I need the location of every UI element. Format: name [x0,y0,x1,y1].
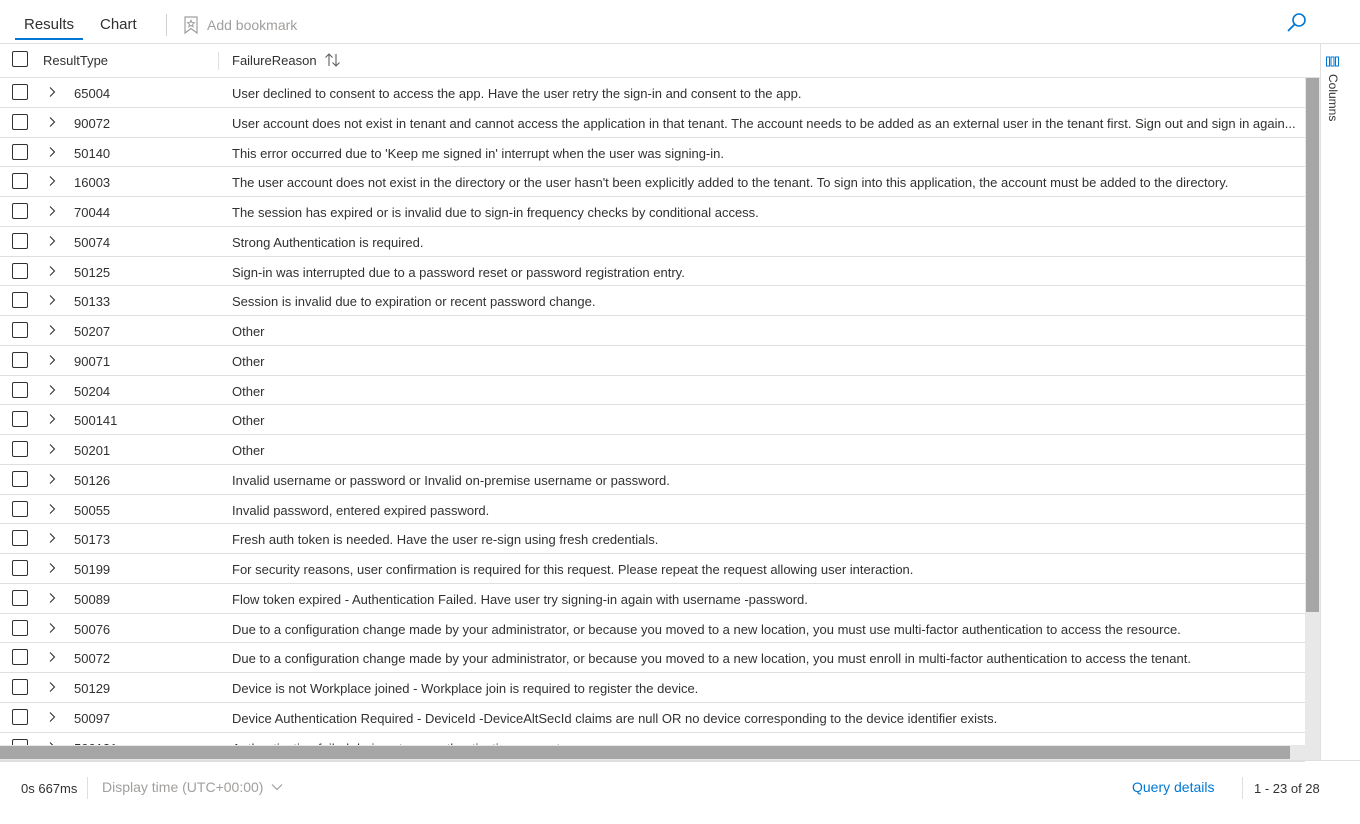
row-checkbox[interactable] [12,709,28,725]
table-row[interactable] [0,346,1305,376]
table-row[interactable] [0,197,1305,227]
row-checkbox[interactable] [12,649,28,665]
cell-failurereason: Device Authentication Required - DeviceId -DeviceAltSecId claims are null OR no device corresponding to the device identifier exists. [232,710,998,726]
row-checkbox[interactable] [12,352,28,368]
table-row[interactable] [0,286,1305,316]
display-time-label: Display time (UTC+00:00) [102,779,264,795]
vertical-scrollbar-thumb[interactable] [1306,78,1319,612]
grid-header [0,44,1320,78]
chevron-right-icon[interactable] [47,86,57,98]
table-row[interactable] [0,257,1305,287]
columns-panel-toggle[interactable] [1320,44,1343,760]
cell-resulttype: 50199 [74,562,111,577]
table-row[interactable] [0,584,1305,614]
chevron-right-icon[interactable] [47,532,57,544]
cell-resulttype: 50089 [74,591,111,607]
cell-failurereason: Invalid username or password or Invalid on-premise username or password. [232,472,670,488]
table-row[interactable] [0,108,1305,138]
cell-failurereason: User declined to consent to access the app. Have the user retry the sign-in and consent to the app. [232,86,802,101]
row-checkbox[interactable] [12,203,28,219]
chevron-right-icon[interactable] [47,146,57,158]
horizontal-scrollbar-thumb[interactable] [0,746,1290,759]
cell-failurereason: Due to a configuration change made by your administrator, or because you moved to a new location, you must enroll in multi-factor authentication to access the tenant. [232,651,1191,667]
cell-failurereason: Strong Authentication is required. [232,234,424,250]
table-row[interactable] [0,673,1305,703]
table-row[interactable] [0,524,1305,554]
cell-failurereason: Other [232,443,265,458]
chevron-right-icon[interactable] [47,473,57,485]
cell-failurereason: For security reasons, user confirmation is required for this request. Please repeat the request allowing user interaction. [232,562,914,577]
row-checkbox[interactable] [12,233,28,249]
cell-failurereason: Due to a configuration change made by your administrator, or because you moved to a new location, you must use multi-factor authentication to access the resource. [232,621,1181,637]
chevron-right-icon[interactable] [47,681,57,693]
table-row[interactable] [0,554,1305,584]
chevron-right-icon[interactable] [47,562,57,574]
row-checkbox[interactable] [12,560,28,576]
cell-failurereason: Fresh auth token is needed. Have the user re-sign using fresh credentials. [232,532,659,548]
chevron-right-icon[interactable] [47,205,57,217]
row-checkbox[interactable] [12,263,28,279]
cell-resulttype: 50201 [74,443,111,458]
cell-failurereason: Other [232,353,265,369]
cell-resulttype: 50140 [74,145,111,161]
results-toolbar [0,0,1360,44]
results-grid-body [0,78,1305,745]
row-checkbox[interactable] [12,530,28,546]
row-checkbox[interactable] [12,471,28,487]
columns-icon [1326,56,1339,67]
table-row[interactable] [0,167,1305,197]
cell-failurereason: The session has expired or is invalid due to sign-in frequency checks by conditional access. [232,205,759,220]
bookmark-icon [183,16,199,34]
cell-failurereason: Flow token expired - Authentication Failed. Have user try signing-in again with username -password. [232,591,808,607]
tab-results[interactable]: Results [24,16,75,33]
cell-resulttype: 90072 [74,115,111,131]
chevron-right-icon[interactable] [47,235,57,247]
row-checkbox[interactable] [12,382,28,398]
select-all-checkbox[interactable] [12,51,28,67]
chevron-right-icon[interactable] [47,651,57,663]
search-icon[interactable] [1286,12,1308,34]
table-row[interactable] [0,227,1305,257]
cell-failurereason: Session is invalid due to expiration or recent password change. [232,294,596,310]
cell-failurereason: Other [232,383,265,399]
sort-icon[interactable] [324,52,342,68]
column-resize-handle[interactable] [218,52,219,70]
toolbar-divider [166,14,167,36]
cell-resulttype: 70044 [74,205,111,220]
cell-resulttype: 50133 [74,294,111,310]
cell-failurereason: This error occurred due to 'Keep me signed in' interrupt when the user was signing-in. [232,145,724,161]
footer-divider [1242,777,1243,799]
cell-failurereason: Invalid password, entered expired password. [232,502,490,518]
cell-resulttype: 50126 [74,472,111,488]
query-duration: 0s 667ms [21,781,78,796]
row-checkbox[interactable] [12,620,28,636]
row-checkbox[interactable] [12,173,28,189]
cell-resulttype: 50074 [74,234,111,250]
table-row[interactable] [0,376,1305,406]
footer-divider [87,777,88,799]
cell-resulttype: 90071 [74,353,111,369]
chevron-right-icon[interactable] [47,443,57,455]
row-checkbox[interactable] [12,501,28,517]
chevron-right-icon[interactable] [47,294,57,306]
query-details-link[interactable]: Query details [1132,779,1215,795]
row-checkbox[interactable] [12,292,28,308]
cell-resulttype: 65004 [74,86,111,101]
row-checkbox[interactable] [12,322,28,338]
chevron-right-icon[interactable] [47,503,57,515]
chevron-right-icon[interactable] [47,384,57,396]
cell-resulttype: 50055 [74,502,111,518]
cell-resulttype: 50129 [74,681,111,696]
table-row[interactable] [0,495,1305,525]
cell-failurereason: The user account does not exist in the directory or the user hasn't been explicitly added to the tenant. To sign into this application, the account must be added to the directory. [232,175,1229,191]
add-bookmark-button[interactable] [183,15,297,35]
table-row[interactable] [0,614,1305,644]
result-count: 1 - 23 of 28 [1254,781,1320,796]
cell-resulttype: 50076 [74,621,111,637]
table-row[interactable] [0,405,1305,435]
columns-label: Columns [1326,74,1340,122]
add-bookmark-label: Add bookmark [207,17,298,33]
table-row[interactable] [0,703,1305,733]
cell-failurereason: Other [232,324,265,339]
table-row[interactable] [0,78,1305,108]
chevron-right-icon[interactable] [47,116,57,128]
display-time-dropdown[interactable] [102,779,283,795]
column-header-resulttype[interactable]: ResultType [43,53,109,68]
row-checkbox[interactable] [12,144,28,160]
chevron-right-icon[interactable] [47,265,57,277]
chevron-right-icon[interactable] [47,592,57,604]
chevron-right-icon[interactable] [47,711,57,723]
table-row[interactable] [0,643,1305,673]
cell-resulttype: 50072 [74,651,111,667]
chevron-right-icon[interactable] [47,354,57,366]
table-row[interactable] [0,138,1305,168]
chevron-right-icon[interactable] [47,175,57,187]
cell-resulttype: 50207 [74,324,111,339]
cell-failurereason: Sign-in was interrupted due to a password reset or password registration entry. [232,264,685,280]
chevron-right-icon[interactable] [47,622,57,634]
table-row[interactable] [0,316,1305,346]
column-header-failurereason[interactable]: FailureReason [232,53,317,68]
cell-resulttype: 500141 [74,413,118,429]
chevron-down-icon [271,783,283,791]
results-footer [0,760,1360,824]
row-checkbox[interactable] [12,441,28,457]
chevron-right-icon[interactable] [47,324,57,336]
cell-failurereason: Other [232,413,265,429]
table-row[interactable] [0,435,1305,465]
table-row[interactable] [0,465,1305,495]
row-checkbox[interactable] [12,590,28,606]
row-checkbox[interactable] [12,411,28,427]
tab-chart[interactable]: Chart [100,16,137,33]
cell-resulttype: 50097 [74,710,111,726]
cell-failurereason: Device is not Workplace joined - Workplace join is required to register the device. [232,681,699,696]
cell-resulttype: 50204 [74,383,111,399]
cell-resulttype: 16003 [74,175,111,191]
row-checkbox[interactable] [12,679,28,695]
cell-failurereason: User account does not exist in tenant and cannot access the application in that tenant. The account needs to be added as an external user in the tenant first. Sign out and sign in again... [232,115,1296,131]
row-checkbox[interactable] [12,114,28,130]
cell-resulttype: 50125 [74,264,111,280]
row-checkbox[interactable] [12,84,28,100]
chevron-right-icon[interactable] [47,413,57,425]
cell-resulttype: 50173 [74,532,111,548]
